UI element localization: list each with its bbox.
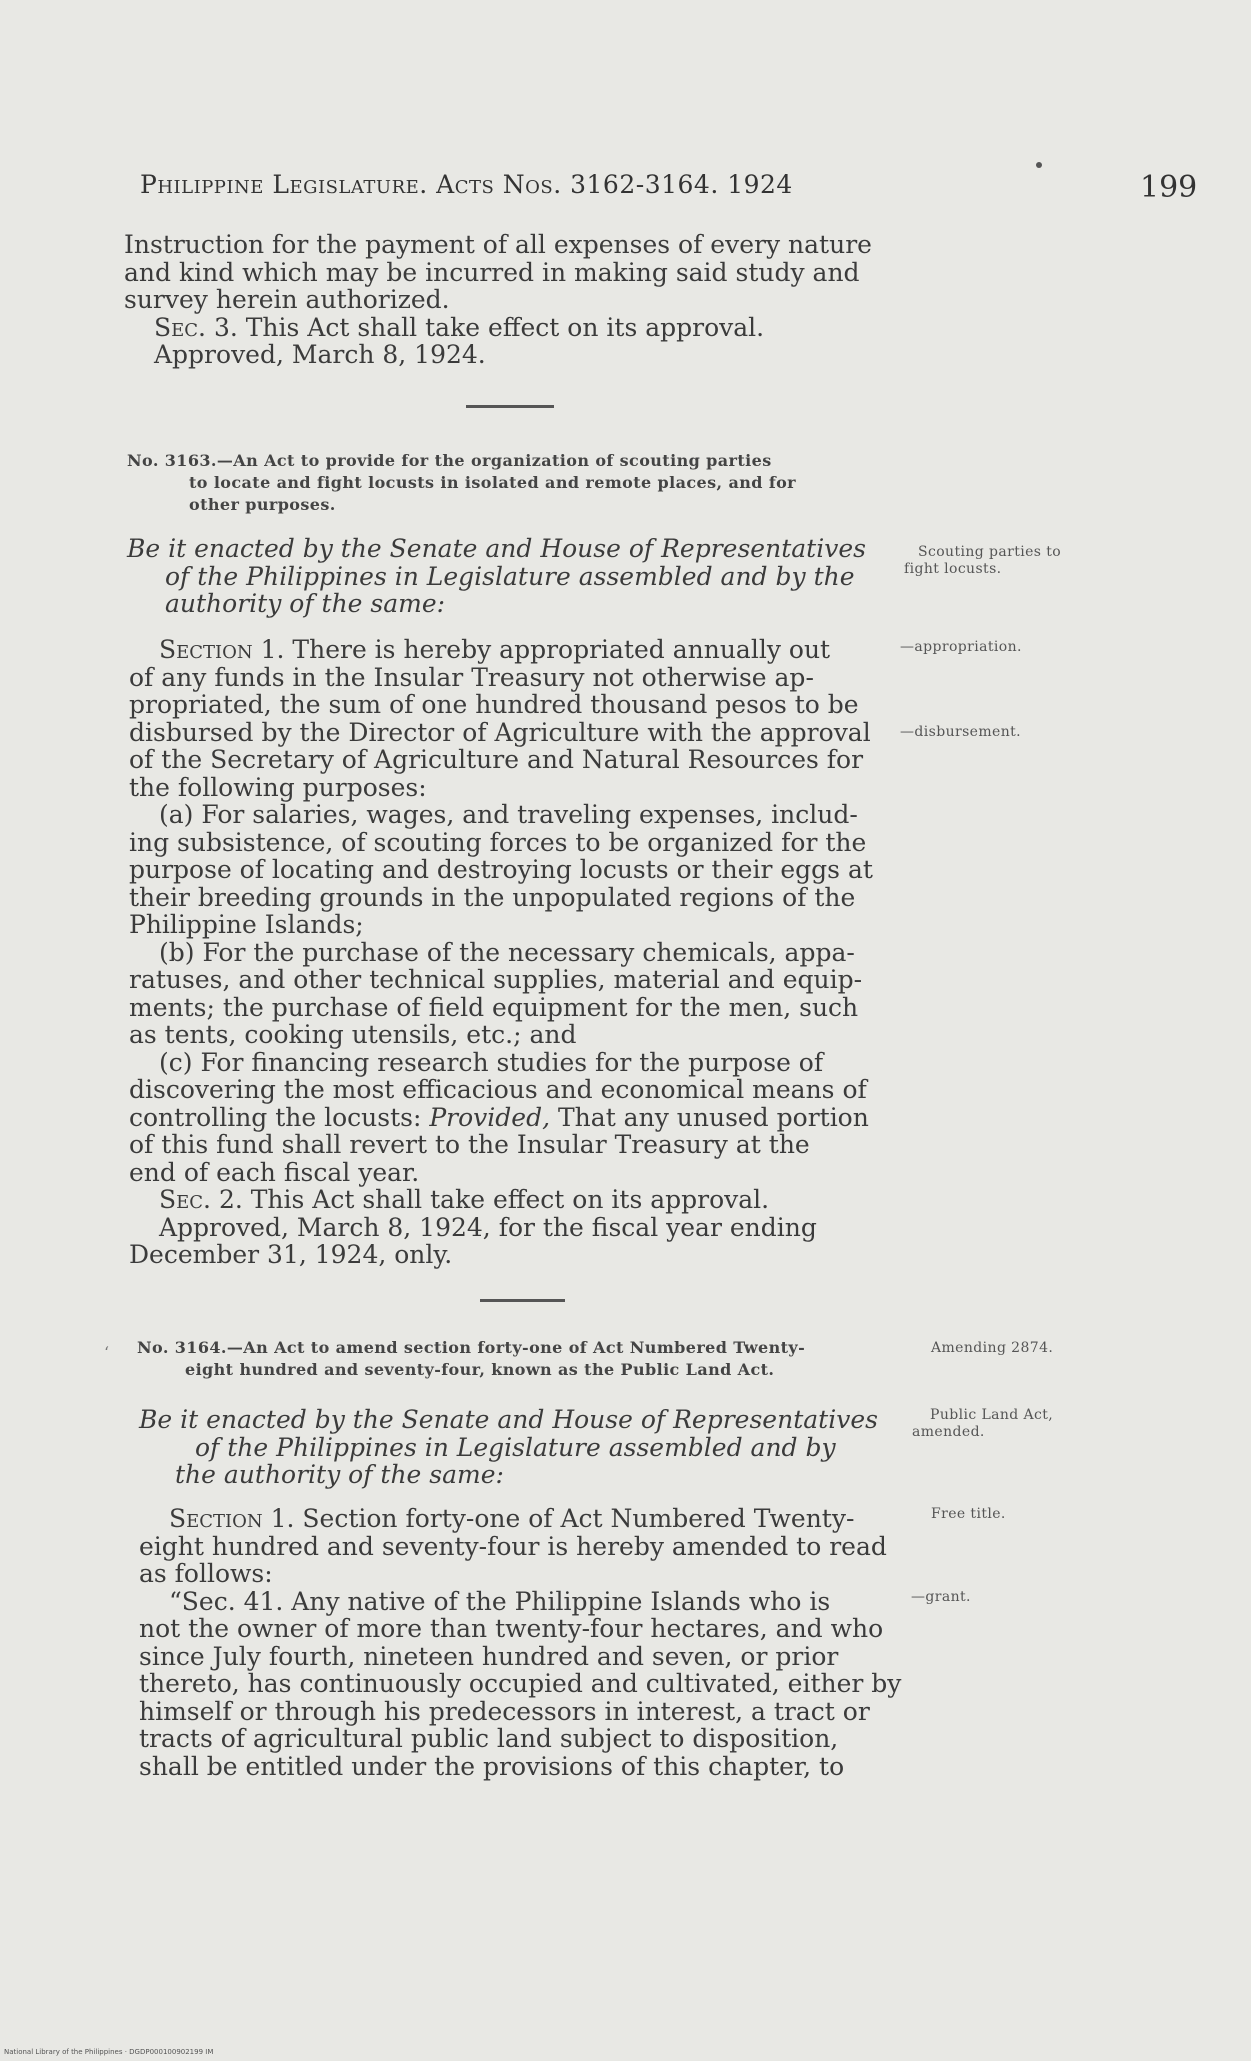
stray-mark: ʻ — [104, 1343, 110, 1362]
section-label: Section — [159, 635, 253, 664]
approved-line: December 31, 1924, only. — [129, 1240, 453, 1269]
item-c-first-line: (c) For financing research studies for the purpose of — [159, 1047, 824, 1077]
section-text: 1. There is hereby appropriated annually out — [252, 635, 831, 664]
heading-line: to locate and fight locusts in isolated and remote places, and for — [189, 473, 797, 492]
heading-line: eight hundred and seventy-four, known as the Public Land Act. — [185, 1360, 775, 1379]
item-b-first-line: (b) For the purchase of the necessary chemicals, appa- — [159, 937, 855, 967]
section-label: Section — [169, 1504, 263, 1533]
approved-line: Approved, March 8, 1924. — [154, 340, 486, 369]
enact-line: of the Philippines in Legislature assembled and by — [195, 1432, 836, 1462]
act-3164-enacting-clause — [139, 1406, 878, 1489]
text-line: of the Secretary of Agriculture and Natural Resources for — [129, 745, 864, 774]
text-line: purpose of locating and destroying locusts or their eggs at — [129, 855, 873, 884]
text-line: Philippine Islands; — [129, 910, 364, 939]
sec-label: Sec. — [154, 312, 206, 342]
section-divider — [466, 405, 554, 408]
section-divider — [480, 1299, 565, 1302]
heading-line: other purposes. — [189, 495, 336, 514]
text-line: of this fund shall revert to the Insular Treasury at the — [129, 1130, 810, 1159]
text-line: ing subsistence, of scouting forces to be organized for the — [129, 827, 867, 857]
act-3163-section-1 — [129, 636, 873, 1269]
text-line: survey herein authorized. — [124, 285, 450, 314]
section-3-line — [124, 314, 872, 342]
margin-note-disbursement: —disbursement. — [900, 724, 1022, 740]
section-text: 1. Section forty-one of Act Numbered Twenty- — [262, 1504, 855, 1533]
section-1-first-line — [129, 636, 873, 664]
enact-line: of the Philippines in Legislature assembled and by the — [165, 561, 855, 591]
heading-line: No. 3164.—An Act to amend section forty-one of Act Numbered Twenty- — [137, 1338, 806, 1357]
text-line: shall be entitled under the provisions of this chapter, to — [139, 1751, 845, 1781]
section-1-first-line — [139, 1505, 901, 1533]
sec-label: Sec. — [159, 1185, 211, 1214]
act-3164-section-1 — [139, 1505, 901, 1780]
act-3162-conclusion — [124, 231, 872, 369]
margin-note-grant: —grant. — [911, 1589, 971, 1605]
text-line: ments; the purchase of field equipment for the men, such — [129, 992, 859, 1022]
text-line: discovering the most efficacious and economical means of — [129, 1075, 867, 1104]
act-3163-heading — [127, 450, 796, 516]
text-line: ratuses, and other technical supplies, material and equip- — [129, 965, 863, 994]
text-line: end of each fiscal year. — [129, 1157, 420, 1187]
note-line: amended. — [912, 1424, 985, 1440]
text-line: propriated, the sum of one hundred thousand pesos to be — [129, 690, 859, 719]
enact-line: Be it enacted by the Senate and House of Representatives — [127, 534, 866, 563]
margin-note-appropriation: —appropriation. — [900, 639, 1022, 655]
act-3163-enacting-clause — [127, 535, 866, 618]
margin-note-free-title: Free title. — [931, 1506, 1006, 1522]
ink-speck — [1036, 162, 1042, 168]
enact-line: the authority of the same: — [175, 1460, 504, 1489]
text-line: as follows: — [139, 1559, 273, 1588]
note-line: Public Land Act, — [930, 1407, 1054, 1423]
section-2-line — [129, 1186, 873, 1214]
text-line: the following purposes: — [129, 772, 427, 802]
item-a-first-line: (a) For salaries, wages, and traveling expenses, includ- — [159, 800, 858, 829]
text-line: and kind which may be incurred in making said study and — [124, 257, 860, 287]
text-line: eight hundred and seventy-four is hereby amended to read — [139, 1531, 887, 1561]
text-fragment: controlling the locusts: — [129, 1102, 430, 1132]
quoted-section-first-line: “Sec. 41. Any native of the Philippine Islands who is — [169, 1586, 831, 1616]
text-line: as tents, cooking utensils, etc.; and — [129, 1020, 577, 1049]
page-number: 199 — [1140, 170, 1198, 205]
provided-term: Provided, — [429, 1102, 551, 1132]
text-line: tracts of agricultural public land subject to disposition, — [139, 1724, 839, 1753]
sec-text: 3. This Act shall take effect on its approval. — [206, 312, 765, 342]
text-line: disbursed by the Director of Agriculture with the approval — [129, 717, 871, 747]
text-line: himself or through his predecessors in interest, a tract or — [139, 1696, 870, 1726]
text-line: of any funds in the Insular Treasury not otherwise ap- — [129, 662, 814, 692]
text-fragment: That any unused portion — [550, 1102, 869, 1132]
text-line: their breeding grounds in the unpopulated regions of the — [129, 882, 856, 912]
text-line: since July fourth, nineteen hundred and seven, or prior — [139, 1641, 839, 1671]
margin-note-amending: Amending 2874. — [931, 1340, 1054, 1356]
text-line: not the owner of more than twenty-four hectares, and who — [139, 1614, 884, 1643]
note-line: Scouting parties to — [918, 544, 1062, 560]
enact-line: authority of the same: — [165, 589, 446, 618]
provided-line — [129, 1104, 873, 1132]
sec-text: 2. This Act shall take effect on its approval. — [211, 1185, 770, 1214]
note-line: fight locusts. — [904, 561, 1002, 577]
text-line: thereto, has continuously occupied and cultivated, either by — [139, 1669, 902, 1698]
margin-note-scouting — [904, 544, 1061, 578]
running-title: Philippine Legislature. Acts Nos. 3162-3164. 1924 — [140, 170, 793, 199]
scan-credit: National Library of the Philippines · DGDP000100902199 IM — [4, 2048, 214, 2056]
margin-note-public-land — [912, 1407, 1053, 1441]
act-3164-heading — [137, 1337, 805, 1381]
approved-line: Approved, March 8, 1924, for the fiscal year ending — [159, 1212, 817, 1242]
enact-line: Be it enacted by the Senate and House of Representatives — [139, 1405, 878, 1434]
text-line: Instruction for the payment of all expenses of every nature — [124, 230, 872, 259]
heading-line: No. 3163.—An Act to provide for the organization of scouting parties — [127, 451, 772, 470]
